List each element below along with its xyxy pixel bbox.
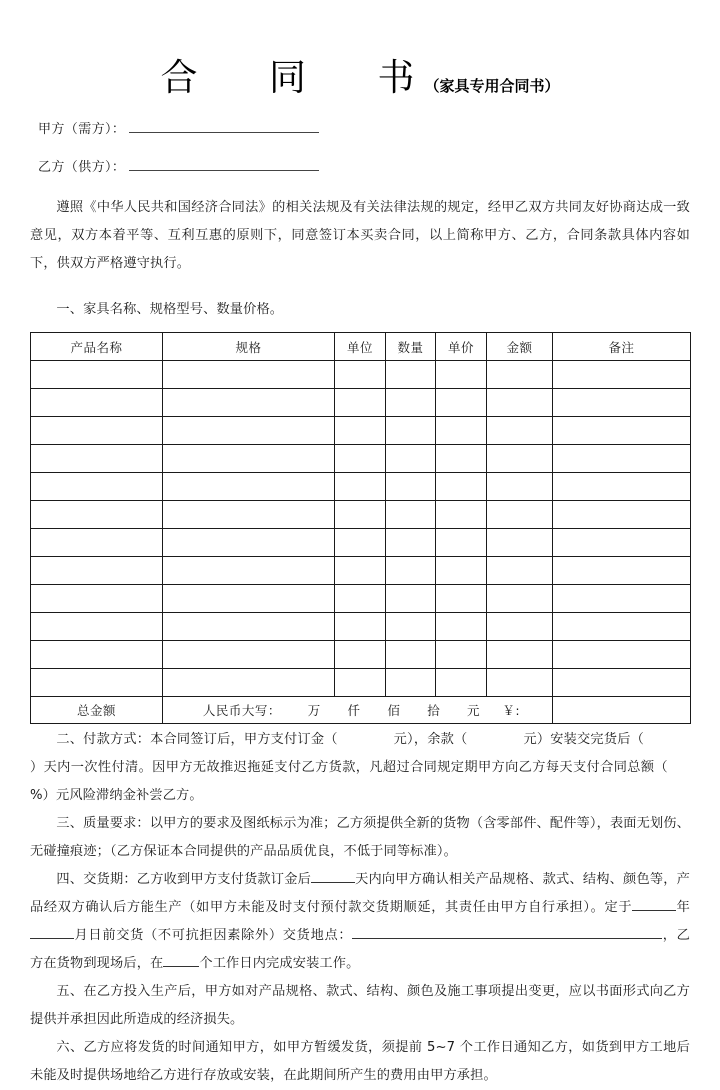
table-cell[interactable] (553, 501, 691, 529)
table-cell[interactable] (163, 557, 335, 585)
table-cell[interactable] (553, 613, 691, 641)
table-cell[interactable] (436, 529, 487, 557)
table-cell[interactable] (163, 585, 335, 613)
clause-four-part5: ，乙方在货物到现场后，在 (30, 928, 690, 971)
table-cell[interactable] (436, 361, 487, 389)
clause-four-part1: 四、交货期：乙方收到甲方支付货款订金后 (56, 872, 311, 887)
table-row (31, 613, 691, 641)
table-row (31, 529, 691, 557)
table-cell[interactable] (31, 613, 163, 641)
party-label-buyer: 甲方（需方）： (38, 122, 126, 137)
clause-three: 三、质量要求：以甲方的要求及图纸标示为准；乙方须提供全新的货物（含零部件、配件等），表面无划伤、无碰撞痕迹；（乙方保证本合同提供的产品品质优良，不低于同等标准）。 (30, 816, 690, 859)
table-cell[interactable] (335, 669, 386, 697)
party-input-supplier[interactable] (129, 157, 319, 171)
table-cell[interactable] (436, 501, 487, 529)
table-cell[interactable] (386, 445, 436, 473)
table-cell[interactable] (31, 669, 163, 697)
table-cell[interactable] (335, 389, 386, 417)
table-cell[interactable] (163, 613, 335, 641)
clause-four-blank-confirm-days[interactable] (311, 869, 355, 883)
table-row (31, 641, 691, 669)
table-cell[interactable] (386, 529, 436, 557)
table-cell[interactable] (487, 585, 553, 613)
table-row (31, 389, 691, 417)
table-cell[interactable] (335, 585, 386, 613)
table-cell[interactable] (436, 585, 487, 613)
clause-two-part3: 元）安装交完货后（ (523, 732, 644, 747)
table-cell[interactable] (487, 417, 553, 445)
table-cell[interactable] (553, 361, 691, 389)
clause-six: 六、乙方应将发货的时间通知甲方，如甲方暂缓发货，须提前 5~7 个工作日通知乙方，如货到甲方工地后未能及时提供场地给乙方进行存放或安装，在此期间所产生的费用由甲方承担。 (30, 1040, 690, 1083)
goods-table-body (31, 361, 691, 697)
table-cell[interactable] (553, 641, 691, 669)
table-cell[interactable] (386, 669, 436, 697)
table-cell[interactable] (163, 641, 335, 669)
table-cell[interactable] (436, 417, 487, 445)
table-cell[interactable] (487, 613, 553, 641)
table-cell[interactable] (386, 501, 436, 529)
table-cell[interactable] (335, 361, 386, 389)
table-cell[interactable] (163, 417, 335, 445)
clause-four-part6: 个工作日内完成安装工作。 (199, 956, 360, 971)
table-cell[interactable] (31, 417, 163, 445)
table-cell[interactable] (487, 361, 553, 389)
party-line-supplier (38, 156, 690, 175)
table-cell[interactable] (31, 501, 163, 529)
table-cell[interactable] (487, 389, 553, 417)
table-cell[interactable] (163, 501, 335, 529)
column-header-remark: 备注 (553, 333, 691, 361)
total-label-cell: 总金额 (31, 697, 163, 724)
table-row (31, 585, 691, 613)
table-cell[interactable] (436, 641, 487, 669)
clause-four-blank-year[interactable] (632, 897, 676, 911)
table-cell[interactable] (487, 641, 553, 669)
page-title: 合 同 书 (160, 56, 431, 99)
table-row (31, 669, 691, 697)
table-cell[interactable] (31, 361, 163, 389)
column-header-specification: 规格 (163, 333, 335, 361)
table-cell[interactable] (487, 501, 553, 529)
goods-table-foot (31, 697, 691, 724)
table-cell[interactable] (386, 585, 436, 613)
table-cell[interactable] (436, 389, 487, 417)
clause-four-part2: 天内向甲方确认相关产品规格、款式、结构、颜色等，产品经双方确认后方能生产（如甲方未能及时支付预付款交货期顺延，其责任由甲方自行承担）。定于 (30, 872, 690, 915)
table-cell[interactable] (487, 669, 553, 697)
table-row (31, 501, 691, 529)
clause-four (30, 866, 690, 978)
clause-two-part5: %）元风险滞纳金补尝乙方。 (30, 788, 203, 803)
table-cell[interactable] (386, 417, 436, 445)
clause-four-part3: 年 (676, 900, 690, 915)
table-cell[interactable] (487, 557, 553, 585)
table-cell[interactable] (386, 613, 436, 641)
table-cell[interactable] (386, 641, 436, 669)
table-row (31, 473, 691, 501)
clauses-block (30, 726, 690, 1090)
clause-two-part4: ）天内一次性付清。因甲方无故推迟拖延支付乙方货款，凡超过合同规定期甲方向乙方每天支付合同总额（ (30, 760, 668, 775)
table-cell[interactable] (163, 473, 335, 501)
table-cell[interactable] (335, 613, 386, 641)
column-header-unit-price: 单价 (436, 333, 487, 361)
clause-four-blank-month[interactable] (30, 925, 74, 939)
intro-paragraph: 遵照《中华人民共和国经济合同法》的相关法规及有关法律法规的规定，经甲乙双方共同友好协商达成一致意见，双方本着平等、互利互惠的原则下，同意签订本买卖合同，以上简称甲方、乙方，合同条款具体内容如下，供双方严格遵守执行。 (30, 200, 690, 271)
table-cell[interactable] (31, 473, 163, 501)
table-cell[interactable] (335, 473, 386, 501)
table-cell[interactable] (436, 473, 487, 501)
table-cell[interactable] (553, 529, 691, 557)
table-cell[interactable] (553, 557, 691, 585)
clause-two-part1: 二、付款方式：本合同签订后，甲方支付订金（ (56, 732, 338, 747)
table-cell[interactable] (31, 585, 163, 613)
total-remark-cell[interactable] (553, 697, 691, 724)
party-input-buyer[interactable] (129, 119, 319, 133)
table-row (31, 445, 691, 473)
table-cell[interactable] (335, 557, 386, 585)
party-label-supplier: 乙方（供方）： (38, 160, 126, 175)
table-cell[interactable] (386, 557, 436, 585)
table-row (31, 361, 691, 389)
table-cell[interactable] (163, 389, 335, 417)
table-cell[interactable] (436, 445, 487, 473)
table-cell[interactable] (31, 529, 163, 557)
table-cell[interactable] (487, 445, 553, 473)
table-cell[interactable] (31, 641, 163, 669)
clause-four-blank-install-days[interactable] (163, 953, 199, 967)
table-cell[interactable] (553, 389, 691, 417)
table-cell[interactable] (386, 473, 436, 501)
clause-two (30, 726, 690, 810)
table-cell[interactable] (31, 389, 163, 417)
total-row (31, 697, 691, 724)
table-cell[interactable] (335, 417, 386, 445)
table-cell[interactable] (335, 501, 386, 529)
clause-four-blank-location[interactable] (352, 925, 662, 939)
table-cell[interactable] (163, 361, 335, 389)
table-cell[interactable] (31, 445, 163, 473)
table-cell[interactable] (163, 669, 335, 697)
title-row (30, 0, 690, 99)
table-cell[interactable] (487, 473, 553, 501)
clause-two-part2: 元），余款（ (393, 732, 468, 747)
table-cell[interactable] (553, 473, 691, 501)
table-cell[interactable] (386, 361, 436, 389)
table-header-row (31, 333, 691, 361)
column-header-amount: 金额 (487, 333, 553, 361)
goods-table-head (31, 333, 691, 361)
table-cell[interactable] (163, 529, 335, 557)
section-one-heading: 一、家具名称、规格型号、数量价格。 (56, 302, 284, 317)
clause-five: 五、在乙方投入生产后，甲方如对产品规格、款式、结构、颜色及施工事项提出变更，应以书面形式向乙方提供并承担因此所造成的经济损失。 (30, 984, 690, 1027)
table-row (31, 417, 691, 445)
table-cell[interactable] (386, 389, 436, 417)
table-cell[interactable] (553, 417, 691, 445)
goods-table (30, 332, 691, 724)
table-cell[interactable] (436, 557, 487, 585)
table-cell[interactable] (553, 445, 691, 473)
table-cell[interactable] (335, 445, 386, 473)
table-cell[interactable] (31, 557, 163, 585)
table-cell[interactable] (436, 669, 487, 697)
table-cell[interactable] (163, 445, 335, 473)
table-cell[interactable] (335, 529, 386, 557)
clause-four-part4: 月日前交货（不可抗拒因素除外）交货地点： (74, 928, 353, 943)
table-row (31, 557, 691, 585)
table-cell[interactable] (436, 613, 487, 641)
column-header-quantity: 数量 (386, 333, 436, 361)
table-cell[interactable] (553, 585, 691, 613)
party-line-buyer (38, 118, 690, 137)
column-header-product-name: 产品名称 (31, 333, 163, 361)
page-subtitle: （家具专用合同书） (424, 77, 560, 95)
table-cell[interactable] (335, 641, 386, 669)
table-cell[interactable] (487, 529, 553, 557)
column-header-unit: 单位 (335, 333, 386, 361)
table-cell[interactable] (553, 669, 691, 697)
party-block (30, 118, 690, 175)
total-amount-cell[interactable]: 人民币大写： 万 仟 佰 拾 元 ￥: (163, 697, 553, 724)
